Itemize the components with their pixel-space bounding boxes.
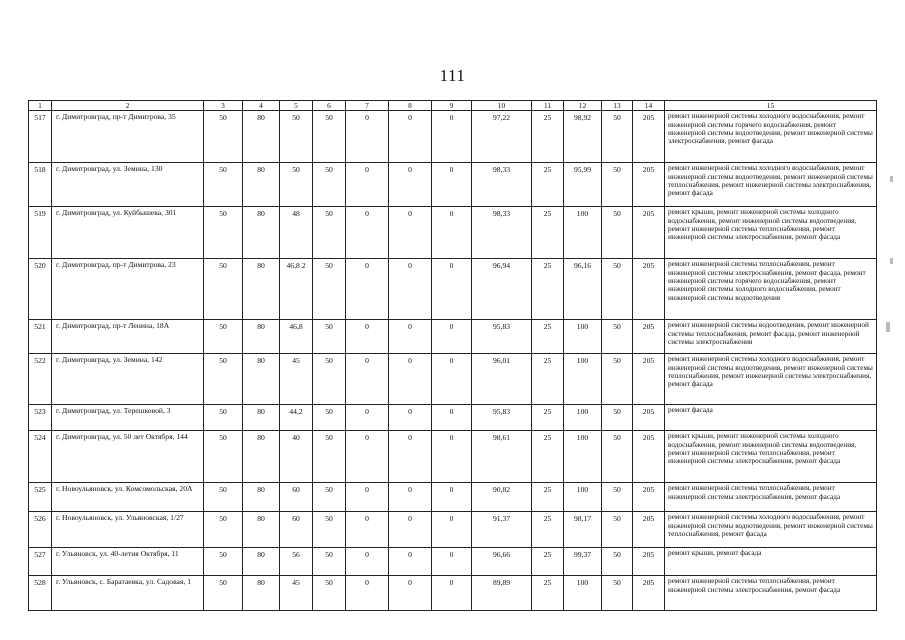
address: г. Димитровград, пр-т Димитрова, 35 [52,111,204,163]
col-9: 0 [432,483,472,512]
col-5: 56 [280,548,313,576]
col-4: 80 [243,548,280,576]
address: г. Димитровград, пр-т Ленина, 18А [52,320,204,354]
col-8: 0 [389,354,432,405]
col-10: 95,83 [472,405,532,431]
col-14: 205 [633,259,665,320]
col-3: 50 [204,320,243,354]
table-row [29,111,877,163]
col-7: 0 [346,163,389,207]
col-14: 205 [633,163,665,207]
col-11: 25 [532,431,564,483]
column-header: 2 [52,101,204,111]
col-12: 98,17 [564,512,602,548]
address: г. Димитровград, ул. Терешковой, 3 [52,405,204,431]
col-6: 50 [313,207,346,259]
table-row [29,354,877,405]
col-12: 95,99 [564,163,602,207]
col-11: 25 [532,207,564,259]
work-description: ремонт инженерной системы теплоснабжения, ремонт инженерной системы электроснабжения, ремонт фасада, ремонт инженерной системы горячего водоснабжения, ремонт инженерной системы холодного водоснабжения, ремонт инженерной системы водоотведения [665,259,877,320]
col-4: 80 [243,111,280,163]
col-6: 50 [313,111,346,163]
col-13: 50 [602,354,633,405]
work-description: ремонт инженерной системы холодного водоснабжения, ремонт инженерной системы водоотведения, ремонт инженерной системы теплоснабжения, ремонт инженерной системы электроснабжения, ремонт фасада [665,163,877,207]
column-header: 12 [564,101,602,111]
col-4: 80 [243,163,280,207]
scan-artifact [886,322,890,332]
col-6: 50 [313,405,346,431]
col-7: 0 [346,431,389,483]
col-7: 0 [346,512,389,548]
col-12: 100 [564,576,602,611]
row-number: 517 [29,111,52,163]
col-8: 0 [389,431,432,483]
col-6: 50 [313,548,346,576]
column-header: 11 [532,101,564,111]
col-8: 0 [389,259,432,320]
col-13: 50 [602,512,633,548]
col-14: 205 [633,548,665,576]
table-row [29,548,877,576]
work-description: ремонт крыши, ремонт инженерной системы холодного водоснабжения, ремонт инженерной системы водоотведения, ремонт инженерной системы теплоснабжения, ремонт инженерной системы электроснабжения, ремонт фасада [665,207,877,259]
page-number: 111 [439,66,466,85]
work-description: ремонт инженерной системы холодного водоснабжения, ремонт инженерной системы горячего водоснабжения, ремонт инженерной системы водоотведения, ремонт инженерной системы электроснабжения, ремонт фасада [665,111,877,163]
col-11: 25 [532,163,564,207]
row-number: 525 [29,483,52,512]
col-9: 0 [432,431,472,483]
col-6: 50 [313,431,346,483]
col-3: 50 [204,111,243,163]
column-header: 10 [472,101,532,111]
col-4: 80 [243,259,280,320]
column-header: 14 [633,101,665,111]
scan-artifact [890,258,893,264]
work-description: ремонт крыши, ремонт инженерной системы холодного водоснабжения, ремонт инженерной системы водоотведения, ремонт инженерной системы теплоснабжения, ремонт инженерной системы электроснабжения, ремонт фасада [665,431,877,483]
col-5: 60 [280,512,313,548]
col-13: 50 [602,405,633,431]
col-14: 205 [633,111,665,163]
col-5: 40 [280,431,313,483]
col-12: 100 [564,483,602,512]
column-header: 4 [243,101,280,111]
col-4: 80 [243,320,280,354]
table-row [29,207,877,259]
col-6: 50 [313,483,346,512]
col-14: 205 [633,483,665,512]
table-row [29,320,877,354]
col-7: 0 [346,483,389,512]
col-7: 0 [346,548,389,576]
col-13: 50 [602,483,633,512]
address: г. Новоульяновск, ул. Комсомольская, 20А [52,483,204,512]
table-row [29,405,877,431]
col-9: 0 [432,354,472,405]
col-4: 80 [243,576,280,611]
row-number: 527 [29,548,52,576]
address: г. Димитровград, пр-т Димитрова, 23 [52,259,204,320]
header-row [29,101,877,111]
column-header: 15 [665,101,877,111]
col-3: 50 [204,548,243,576]
column-header: 7 [346,101,389,111]
col-14: 205 [633,320,665,354]
col-5: 45 [280,354,313,405]
row-number: 519 [29,207,52,259]
address: г. Ульяновск, с. Баратаевка, ул. Садовая, 1 [52,576,204,611]
col-13: 50 [602,259,633,320]
column-header: 8 [389,101,432,111]
col-4: 80 [243,354,280,405]
col-11: 25 [532,548,564,576]
col-5: 50 [280,111,313,163]
col-10: 98,33 [472,207,532,259]
col-13: 50 [602,431,633,483]
col-4: 80 [243,512,280,548]
table-row [29,431,877,483]
row-number: 526 [29,512,52,548]
address: г. Димитровград, ул. 50 лет Октября, 144 [52,431,204,483]
col-6: 50 [313,512,346,548]
address: г. Ульяновск, ул. 40-летия Октября, 11 [52,548,204,576]
col-13: 50 [602,320,633,354]
col-4: 80 [243,431,280,483]
col-14: 205 [633,512,665,548]
col-3: 50 [204,207,243,259]
col-8: 0 [389,163,432,207]
col-8: 0 [389,405,432,431]
row-number: 522 [29,354,52,405]
col-3: 50 [204,354,243,405]
col-11: 25 [532,259,564,320]
work-description: ремонт фасада [665,405,877,431]
col-9: 0 [432,320,472,354]
column-header: 5 [280,101,313,111]
col-5: 45 [280,576,313,611]
col-9: 0 [432,548,472,576]
address: г. Димитровград, ул. Земина, 142 [52,354,204,405]
scan-artifact [890,176,893,182]
row-number: 520 [29,259,52,320]
col-10: 98,61 [472,431,532,483]
col-10: 90,82 [472,483,532,512]
column-header: 6 [313,101,346,111]
col-3: 50 [204,405,243,431]
work-description: ремонт инженерной системы холодного водоснабжения, ремонт инженерной системы водоотведения, ремонт инженерной системы теплоснабжения, ремонт инженерной системы электроснабжения, ремонт фасада [665,354,877,405]
col-7: 0 [346,111,389,163]
col-5: 46,8 [280,320,313,354]
row-number: 524 [29,431,52,483]
col-11: 25 [532,483,564,512]
row-number: 521 [29,320,52,354]
col-8: 0 [389,320,432,354]
col-12: 100 [564,354,602,405]
col-5: 48 [280,207,313,259]
col-4: 80 [243,207,280,259]
col-12: 100 [564,207,602,259]
col-4: 80 [243,405,280,431]
address: г. Димитровград, ул. Земина, 130 [52,163,204,207]
col-8: 0 [389,483,432,512]
work-description: ремонт инженерной системы теплоснабжения, ремонт инженерной системы электроснабжения, ремонт фасада [665,576,877,611]
col-12: 98,92 [564,111,602,163]
col-3: 50 [204,483,243,512]
col-10: 89,89 [472,576,532,611]
col-14: 205 [633,431,665,483]
col-8: 0 [389,548,432,576]
col-5: 50 [280,163,313,207]
col-9: 0 [432,512,472,548]
col-8: 0 [389,111,432,163]
col-3: 50 [204,163,243,207]
col-6: 50 [313,354,346,405]
col-7: 0 [346,405,389,431]
col-8: 0 [389,207,432,259]
col-7: 0 [346,354,389,405]
col-9: 0 [432,207,472,259]
col-10: 95,83 [472,320,532,354]
table-row [29,512,877,548]
col-14: 205 [633,405,665,431]
col-11: 25 [532,576,564,611]
col-4: 80 [243,483,280,512]
work-description: ремонт инженерной системы холодного водоснабжения, ремонт инженерной системы водоотведения, ремонт инженерной системы теплоснабжения, ремонт фасада [665,512,877,548]
col-13: 50 [602,576,633,611]
address: г. Новоульяновск, ул. Ульяновская, 1/27 [52,512,204,548]
col-6: 50 [313,163,346,207]
col-13: 50 [602,207,633,259]
table-row [29,576,877,611]
work-description: ремонт инженерной системы теплоснабжения, ремонт инженерной системы электроснабжения, ремонт фасада [665,483,877,512]
col-5: 60 [280,483,313,512]
col-3: 50 [204,259,243,320]
row-number: 528 [29,576,52,611]
col-12: 100 [564,431,602,483]
col-12: 96,16 [564,259,602,320]
col-12: 100 [564,320,602,354]
col-10: 96,01 [472,354,532,405]
col-12: 99,37 [564,548,602,576]
col-11: 25 [532,354,564,405]
col-8: 0 [389,576,432,611]
col-6: 50 [313,576,346,611]
col-14: 205 [633,576,665,611]
col-8: 0 [389,512,432,548]
col-9: 0 [432,405,472,431]
col-9: 0 [432,163,472,207]
work-description: ремонт крыши, ремонт фасада [665,548,877,576]
col-10: 91,37 [472,512,532,548]
col-7: 0 [346,207,389,259]
col-10: 98,33 [472,163,532,207]
data-table [28,100,877,611]
row-number: 523 [29,405,52,431]
work-description: ремонт инженерной системы водоотведения, ремонт инженерной системы теплоснабжения, ремонт фасада, ремонт инженерной системы электроснабжения [665,320,877,354]
col-5: 44,2 [280,405,313,431]
col-11: 25 [532,320,564,354]
table-row [29,259,877,320]
col-12: 100 [564,405,602,431]
col-5: 46,8 2 [280,259,313,320]
col-3: 50 [204,512,243,548]
col-10: 97,22 [472,111,532,163]
col-7: 0 [346,259,389,320]
col-9: 0 [432,259,472,320]
col-9: 0 [432,111,472,163]
address: г. Димитровград, ул. Куйбышева, 301 [52,207,204,259]
table-row [29,483,877,512]
col-14: 205 [633,207,665,259]
col-13: 50 [602,111,633,163]
col-7: 0 [346,576,389,611]
col-11: 25 [532,512,564,548]
row-number: 518 [29,163,52,207]
col-7: 0 [346,320,389,354]
column-header: 1 [29,101,52,111]
col-9: 0 [432,576,472,611]
col-3: 50 [204,576,243,611]
table-row [29,163,877,207]
column-header: 3 [204,101,243,111]
col-3: 50 [204,431,243,483]
col-11: 25 [532,405,564,431]
col-6: 50 [313,320,346,354]
col-11: 25 [532,111,564,163]
column-header: 9 [432,101,472,111]
col-13: 50 [602,548,633,576]
col-10: 96,94 [472,259,532,320]
col-14: 205 [633,354,665,405]
col-10: 96,66 [472,548,532,576]
col-13: 50 [602,163,633,207]
column-header: 13 [602,101,633,111]
col-6: 50 [313,259,346,320]
